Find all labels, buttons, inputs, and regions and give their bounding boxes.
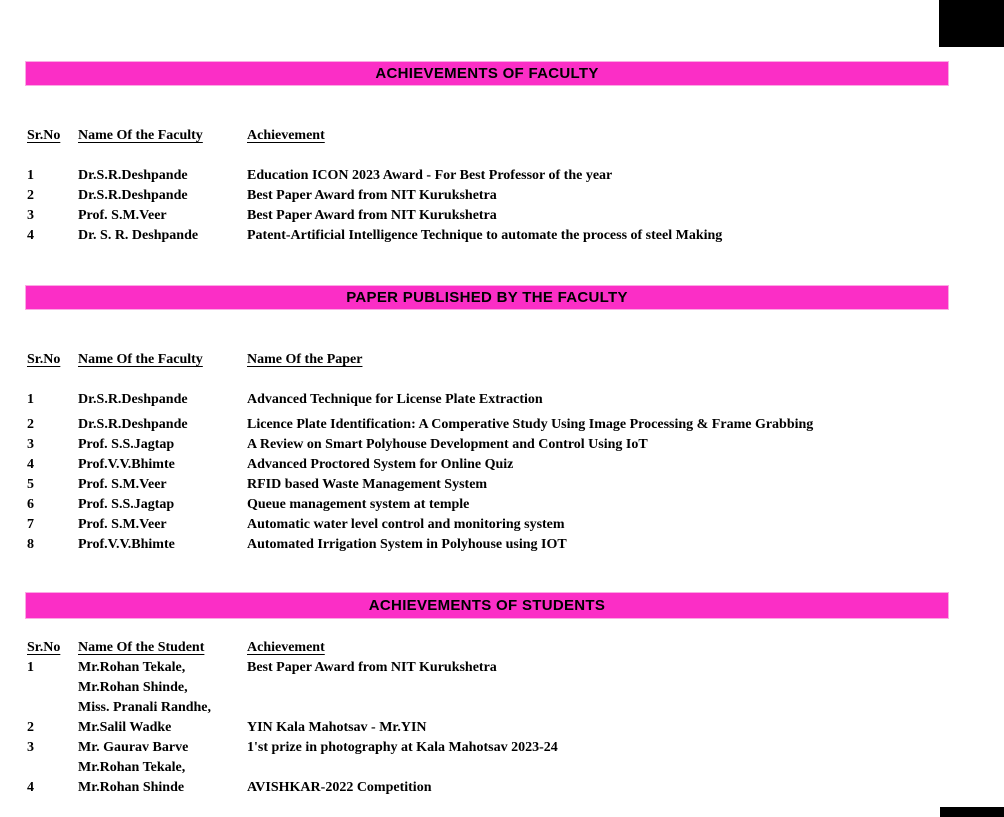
row-detail: Automated Irrigation System in Polyhouse using IOT bbox=[247, 537, 567, 552]
col-header-detail: Achievement bbox=[247, 128, 325, 143]
row-detail: A Review on Smart Polyhouse Development and Control Using IoT bbox=[247, 437, 648, 452]
row-detail: 1'st prize in photography at Kala Mahotsav 2023-24 bbox=[247, 740, 558, 755]
row-detail: YIN Kala Mahotsav - Mr.YIN bbox=[247, 720, 427, 735]
student-achievements-table bbox=[27, 638, 974, 798]
table-header-row bbox=[27, 126, 974, 146]
papers-published-table bbox=[27, 350, 974, 555]
row-name: Dr.S.R.Deshpande bbox=[78, 188, 188, 203]
student-name-line: Miss. Pranali Randhe, bbox=[78, 700, 212, 715]
section-title: ACHIEVEMENTS OF STUDENTS bbox=[368, 597, 606, 614]
table-row bbox=[27, 718, 974, 738]
black-corner-block-bottom-right bbox=[940, 807, 1004, 817]
row-name: Prof. S.S.Jagtap bbox=[78, 437, 175, 452]
row-detail: Advanced Proctored System for Online Quiz bbox=[247, 457, 514, 472]
table-row bbox=[27, 186, 974, 206]
row-srno: 2 bbox=[27, 188, 34, 203]
row-srno: 6 bbox=[27, 497, 34, 512]
row-detail: Automatic water level control and monitoring system bbox=[247, 517, 565, 532]
row-name: Prof.V.V.Bhimte bbox=[78, 537, 175, 552]
table-header-row bbox=[27, 638, 974, 658]
row-srno: 7 bbox=[27, 517, 34, 532]
table-row bbox=[27, 658, 974, 718]
student-name-line: Mr.Rohan Shinde, bbox=[78, 680, 188, 695]
row-detail: Best Paper Award from NIT Kurukshetra bbox=[247, 660, 497, 675]
row-srno: 3 bbox=[27, 740, 34, 755]
row-detail: Queue management system at temple bbox=[247, 497, 470, 512]
row-srno: 1 bbox=[27, 660, 34, 675]
student-name-line: Mr.Salil Wadke bbox=[78, 720, 172, 735]
table-row bbox=[27, 738, 974, 778]
section-title: PAPER PUBLISHED BY THE FACULTY bbox=[346, 289, 628, 306]
row-srno: 1 bbox=[27, 168, 34, 183]
section-title: ACHIEVEMENTS OF FACULTY bbox=[375, 65, 599, 82]
row-detail: AVISHKAR-2022 Competition bbox=[247, 780, 432, 795]
col-header-srno: Sr.No bbox=[27, 640, 61, 655]
row-name: Prof.V.V.Bhimte bbox=[78, 457, 175, 472]
row-name: Prof. S.M.Veer bbox=[78, 208, 167, 223]
black-corner-block-top-right bbox=[939, 0, 1004, 47]
section-banner-faculty-achievements bbox=[25, 61, 949, 86]
row-name bbox=[78, 718, 247, 738]
col-header-srno: Sr.No bbox=[27, 352, 61, 367]
table-row bbox=[27, 166, 974, 186]
student-name-line: Mr. Gaurav Barve bbox=[78, 740, 189, 755]
table-row bbox=[27, 435, 974, 455]
row-name: Prof. S.M.Veer bbox=[78, 517, 167, 532]
table-row bbox=[27, 475, 974, 495]
row-detail: Best Paper Award from NIT Kurukshetra bbox=[247, 208, 497, 223]
table-header-row bbox=[27, 350, 974, 370]
table-row bbox=[27, 778, 974, 798]
table-row bbox=[27, 495, 974, 515]
table-spacer bbox=[27, 146, 974, 166]
col-header-srno: Sr.No bbox=[27, 128, 61, 143]
row-detail: Education ICON 2023 Award - For Best Professor of the year bbox=[247, 168, 613, 183]
row-detail: Advanced Technique for License Plate Extraction bbox=[247, 392, 543, 407]
row-name bbox=[78, 778, 247, 798]
table-spacer bbox=[27, 370, 974, 390]
col-header-name: Name Of the Faculty bbox=[78, 352, 203, 367]
row-srno: 2 bbox=[27, 720, 34, 735]
col-header-detail: Name Of the Paper bbox=[247, 352, 363, 367]
table-row bbox=[27, 515, 974, 535]
table-row bbox=[27, 415, 974, 435]
row-name: Prof. S.M.Veer bbox=[78, 477, 167, 492]
row-srno: 8 bbox=[27, 537, 34, 552]
row-name: Dr.S.R.Deshpande bbox=[78, 392, 188, 407]
row-srno: 4 bbox=[27, 228, 34, 243]
table-row bbox=[27, 226, 974, 246]
row-name: Dr.S.R.Deshpande bbox=[78, 168, 188, 183]
col-header-name: Name Of the Faculty bbox=[78, 128, 203, 143]
row-srno: 4 bbox=[27, 780, 34, 795]
row-srno: 1 bbox=[27, 392, 34, 407]
row-detail: Best Paper Award from NIT Kurukshetra bbox=[247, 188, 497, 203]
row-srno: 4 bbox=[27, 457, 34, 472]
table-row bbox=[27, 535, 974, 555]
col-header-name: Name Of the Student bbox=[78, 640, 205, 655]
row-name: Dr.S.R.Deshpande bbox=[78, 417, 188, 432]
student-name-line: Mr.Rohan Shinde bbox=[78, 780, 185, 795]
row-srno: 3 bbox=[27, 208, 34, 223]
row-name: Dr. S. R. Deshpande bbox=[78, 228, 199, 243]
col-header-detail: Achievement bbox=[247, 640, 325, 655]
row-name bbox=[78, 658, 247, 718]
row-detail: Patent-Artificial Intelligence Technique to automate the process of steel Making bbox=[247, 228, 723, 243]
row-name: Prof. S.S.Jagtap bbox=[78, 497, 175, 512]
section-banner-student-achievements bbox=[25, 592, 949, 619]
table-row bbox=[27, 206, 974, 226]
table-row bbox=[27, 455, 974, 475]
row-detail: RFID based Waste Management System bbox=[247, 477, 488, 492]
table-row bbox=[27, 390, 974, 410]
student-name-line: Mr.Rohan Tekale, bbox=[78, 760, 186, 775]
faculty-achievements-table bbox=[27, 126, 974, 246]
row-srno: 3 bbox=[27, 437, 34, 452]
section-banner-papers-published bbox=[25, 285, 949, 310]
row-srno: 5 bbox=[27, 477, 34, 492]
student-name-line: Mr.Rohan Tekale, bbox=[78, 660, 186, 675]
row-name bbox=[78, 738, 247, 778]
row-srno: 2 bbox=[27, 417, 34, 432]
row-detail: Licence Plate Identification: A Comperative Study Using Image Processing & Frame Grabbing bbox=[247, 417, 814, 432]
